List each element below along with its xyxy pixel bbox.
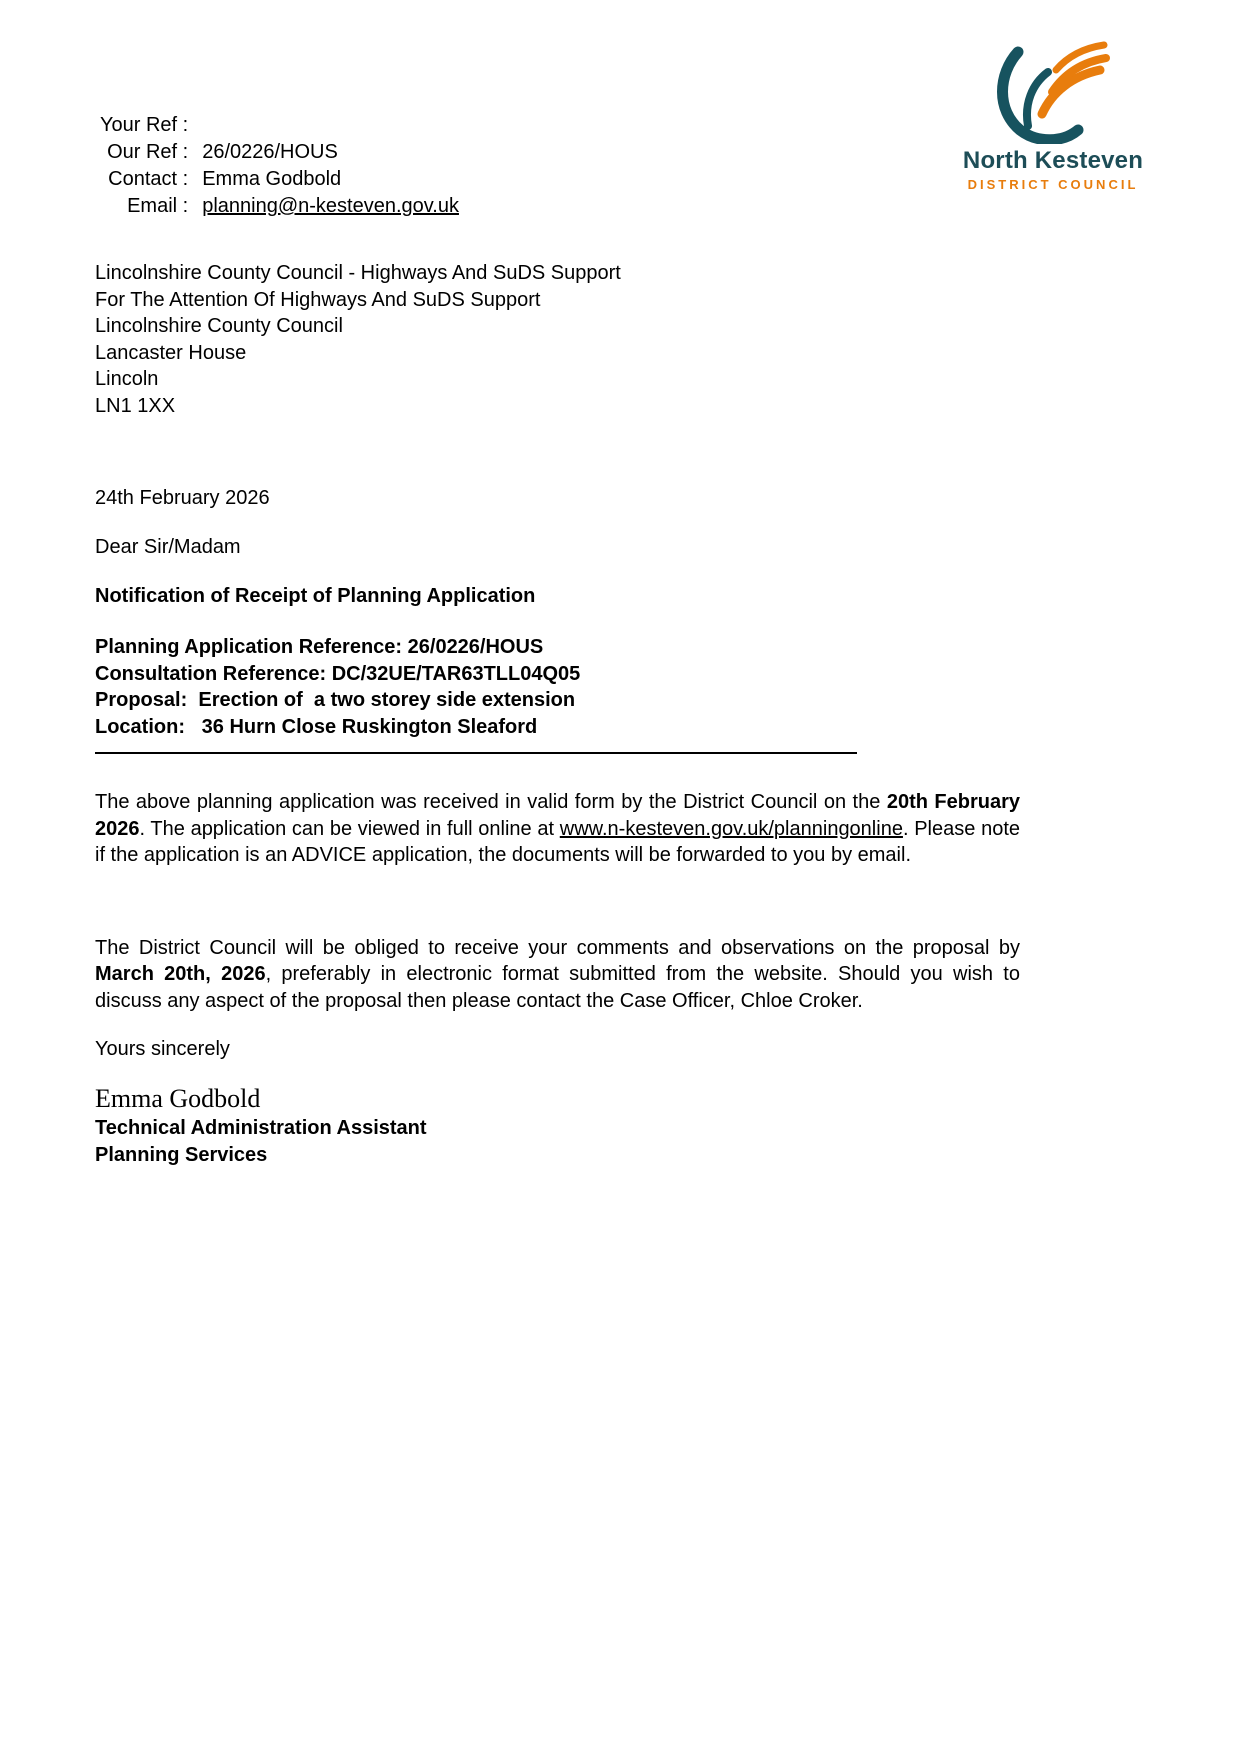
subject-line: Notification of Receipt of Planning Application xyxy=(95,585,536,607)
signature-job-title: Technical Administration Assistant xyxy=(95,1117,427,1139)
paragraph-received xyxy=(95,789,1020,869)
address-line: Lincolnshire County Council - Highways And SuDS Support xyxy=(95,262,621,284)
salutation: Dear Sir/Madam xyxy=(95,536,241,558)
valediction: Yours sincerely xyxy=(95,1038,230,1060)
paragraph-text: , preferably in electronic format submitted from the website. Should you wish to discuss any aspect of the proposal then please contact the Case Officer, Chloe Croker. xyxy=(95,963,1020,1012)
planning-online-link[interactable]: www.n-kesteven.gov.uk/planningonline xyxy=(559,817,903,840)
letter-header xyxy=(0,0,1241,218)
address-line: For The Attention Of Highways And SuDS Support xyxy=(95,288,541,311)
consultation-reference-line: Consultation Reference: DC/32UE/TAR63TLL04Q05 xyxy=(95,662,581,685)
email-link[interactable]: planning@n-kesteven.gov.uk xyxy=(202,195,459,217)
recipient-address xyxy=(95,260,1020,419)
letter-body xyxy=(95,260,1020,1169)
letter-date: 24th February 2026 xyxy=(95,487,270,509)
address-line: Lincolnshire County Council xyxy=(95,315,343,337)
paragraph-comments xyxy=(95,935,1020,1015)
address-line: Lincoln xyxy=(95,368,159,390)
contact-value: Emma Godbold xyxy=(202,168,342,190)
paragraph-text: . The application can be viewed in full online at xyxy=(139,817,560,840)
reference-block xyxy=(100,113,459,218)
contact-label: Contact : xyxy=(108,168,189,190)
your-ref-value xyxy=(202,113,459,137)
logo-council-subtitle: DISTRICT COUNCIL xyxy=(967,177,1139,192)
received-date-bold: 20th February 2026 xyxy=(95,791,1021,840)
swoosh-flame-icon xyxy=(988,40,1118,144)
location-line: Location: 36 Hurn Close Ruskington Sleaford xyxy=(95,715,538,738)
paragraph-text: The District Council will be obliged to receive your comments and observations on the proposal by xyxy=(95,936,1020,959)
divider-line xyxy=(95,752,857,754)
paragraph-text: . Please note if the application is an ADVICE application, the documents will be forwarded to you by email. xyxy=(95,817,1020,866)
application-details xyxy=(95,634,1020,740)
email-label: Email : xyxy=(127,195,189,217)
council-logo xyxy=(953,40,1153,192)
application-reference-line: Planning Application Reference: 26/0226/HOUS xyxy=(95,636,544,658)
signature-department: Planning Services xyxy=(95,1144,268,1166)
deadline-date-bold: March 20th, 2026 xyxy=(95,963,266,985)
your-ref-label: Your Ref : xyxy=(100,114,189,136)
signature-name: Emma Godbold xyxy=(95,1084,261,1113)
logo-council-name: North Kesteven xyxy=(962,147,1144,174)
our-ref-label: Our Ref : xyxy=(107,141,189,163)
proposal-line: Proposal: Erection of a two storey side extension xyxy=(95,689,576,711)
our-ref-value: 26/0226/HOUS xyxy=(202,141,338,163)
paragraph-text: The above planning application was received in valid form by the District Council on the xyxy=(95,791,887,813)
address-line: Lancaster House xyxy=(95,341,247,364)
address-line: LN1 1XX xyxy=(95,394,176,417)
